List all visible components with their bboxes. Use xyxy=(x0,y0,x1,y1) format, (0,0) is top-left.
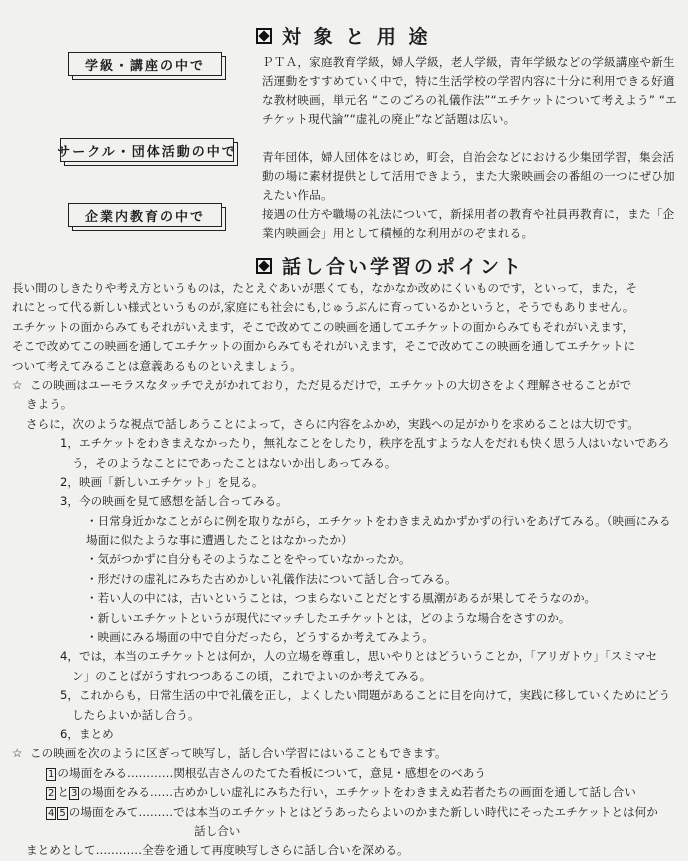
step-text: したらよいか話し合う。 xyxy=(72,707,200,722)
star-icon: ☆ xyxy=(12,746,23,761)
step-text: 今の映画を見て感想を話し合ってみる。 xyxy=(78,494,288,509)
body-line: エチケットの面からみてもそれがいえます，そこで改めてこの映画を通してエチケットの面からみてもそれがいえます， xyxy=(12,319,635,334)
scene-number: 3 xyxy=(70,788,78,800)
star-icon: ☆ xyxy=(12,377,23,392)
bullet-line: ・気がつかずに自分もそのようなことをやっていなかったか。 xyxy=(86,552,411,567)
body-line: ついて考えてみることは意義あるものといえましょう。 xyxy=(12,358,302,373)
body-line: れにとって代る新しい様式というものが,家庭にも社会にも,じゅうぶんに育っているかというと，そうでもありません。 xyxy=(12,300,635,315)
star-line: この映画はユーモラスなタッチでえがかれており，ただ見るだけで，エチケットの大切さをよく理解させることがで xyxy=(30,377,632,392)
scene-line xyxy=(12,803,680,822)
scene-number: 5 xyxy=(59,807,66,819)
label-box-corporate xyxy=(68,203,222,227)
section-heading-target-use xyxy=(256,22,430,49)
step-text: う，そのようなことにであったことはないか出しあってみる。 xyxy=(72,455,397,470)
step-number: 4， xyxy=(60,649,79,664)
step-text: これからも，日常生活の中で礼儀を正し，よくしたい問題があることに目を向けて，実践に移していくためにどう xyxy=(78,688,671,703)
step-text: ン」のことばがうすれつつあるこの頃，これでよいのか考えてみる。 xyxy=(72,668,432,683)
section-title: 対 象 と 用 途 xyxy=(282,26,431,48)
diamond-bullet-icon xyxy=(256,28,272,44)
step-number: 3， xyxy=(60,494,79,509)
scene-line xyxy=(12,764,680,783)
section-heading-discussion xyxy=(256,252,524,279)
scene-line: 2 と 3 の場面をみる……古めかしい虚礼にみちた行い，エチケットをわきまえぬ若者たちの画面を通して話し合い xyxy=(48,785,636,800)
step-number: 2， xyxy=(60,474,79,489)
label-box-class xyxy=(68,52,222,76)
scene-text: の場面をみる……古めかしい虚礼にみちた行い，エチケットをわきまえぬ若者たちの画面を通して話し合い xyxy=(80,785,636,800)
label-box-circle xyxy=(57,138,237,162)
label-text: 企業内教育の中で xyxy=(68,203,222,227)
scene-number: 1 xyxy=(48,768,55,780)
step-text: まとめ xyxy=(78,726,114,741)
star-line: この映画を次のように区ぎって映写し，話し合い学習にはいることもできます。 xyxy=(30,746,447,761)
scene-number: 2 xyxy=(48,788,55,800)
scene-text: の場面をみて………では本当のエチケットとはどうあったらよいのかまた新しい時代にそったエチケットとは何か xyxy=(68,804,658,819)
step-number: 5， xyxy=(60,688,79,703)
discussion-body xyxy=(12,279,680,861)
label-text: サークル・団体活動の中で xyxy=(60,138,234,162)
scene-text: の場面をみる…………関根弘吉さんのたてた看板について，意見・感想をのべあう xyxy=(57,765,486,780)
scene-continuation: 話し合い xyxy=(194,823,241,838)
final-text: 全巻を通して再度映写しさらに話し合いを深める。 xyxy=(141,843,409,858)
diamond-bullet-icon xyxy=(256,258,272,274)
step-text: では，本当のエチケットとは何か，人の立場を尊重し，思いやりとはどういうことか，「アリガトウ」「スミマセ xyxy=(78,649,658,664)
section-title: 話し合い学習のポイント xyxy=(282,256,525,278)
star-line: きよう。 xyxy=(26,397,73,412)
use-description-circle: 青年団体，婦人団体をはじめ，町会，自治会などにおける少集団学習，集会活動の場に素材提供として活用できよう，また大衆映画会の番組の一つにぜひ加えたい作品。 xyxy=(262,150,675,202)
bullet-line: 場面に似たような事に遭遇したことはなかったか） xyxy=(86,533,353,548)
bullet-line: ・新しいエチケットというが現代にマッチしたエチケットとは，どのような場合をさすのか。 xyxy=(86,610,571,625)
bullet-line: ・日常身近かなことがらに例を取りながら，エチケットをわきまえぬかずかずの行いをあげてみる。（映画にみる xyxy=(86,513,671,528)
body-line: そこで改めてこの映画を通してエチケットの面からみてもそれがいえます，そこで改めてこの映画を通してエチケットに xyxy=(12,339,636,354)
use-description-corporate: 接遇の仕方や職場の礼法について，新採用者の教育や社員再教育に，また「企業内映画会」用として積極的な利用がのぞまれる。 xyxy=(262,207,675,240)
bullet-line: ・映画にみる場面の中で自分だったら，どうするか考えてみよう。 xyxy=(86,630,434,645)
step-number: 6， xyxy=(60,726,79,741)
star-line: さらに，次のような視点で話しあうことによって，さらに内容をふかめ，実践への足がかりを求めることは大切です。 xyxy=(26,416,639,431)
label-text: 学級・講座の中で xyxy=(68,52,222,76)
bullet-line: ・形だけの虚礼にみちた古めかしい礼儀作法について話し合ってみる。 xyxy=(86,571,457,586)
use-description-class: ＰＴＡ，家庭教育学級，婦人学級，老人学級，青年学級などの学級講座や新生活運動をすすめていく中で，特に生活学校の学習内容に十分に利用できる好適な教材映画，単元名 “このごろの礼儀作法”“エチケットについて考えよう” “エチケット現代論”“虚礼の廃止”など話題は広い。 xyxy=(262,55,677,126)
step-number: 1， xyxy=(60,436,79,451)
bullet-line: ・若い人の中には，古いということは，つまらないことだとする風潮があるが果してそうなのか。 xyxy=(86,591,597,606)
final-label: まとめとして………… xyxy=(26,843,142,858)
step-text: 映画「新しいエチケット」を見る。 xyxy=(78,474,264,489)
body-line: 長い間のしきたりや考え方というものは，たとえぐあいが悪くても，なかなか改めにくいものです，といって，また，そ xyxy=(12,281,637,295)
scene-number: 4 xyxy=(48,807,55,819)
step-text: エチケットをわきまえなかったり，無礼なことをしたり，秩序を乱すような人をだれも快く思う人はいないであろ xyxy=(78,436,670,451)
